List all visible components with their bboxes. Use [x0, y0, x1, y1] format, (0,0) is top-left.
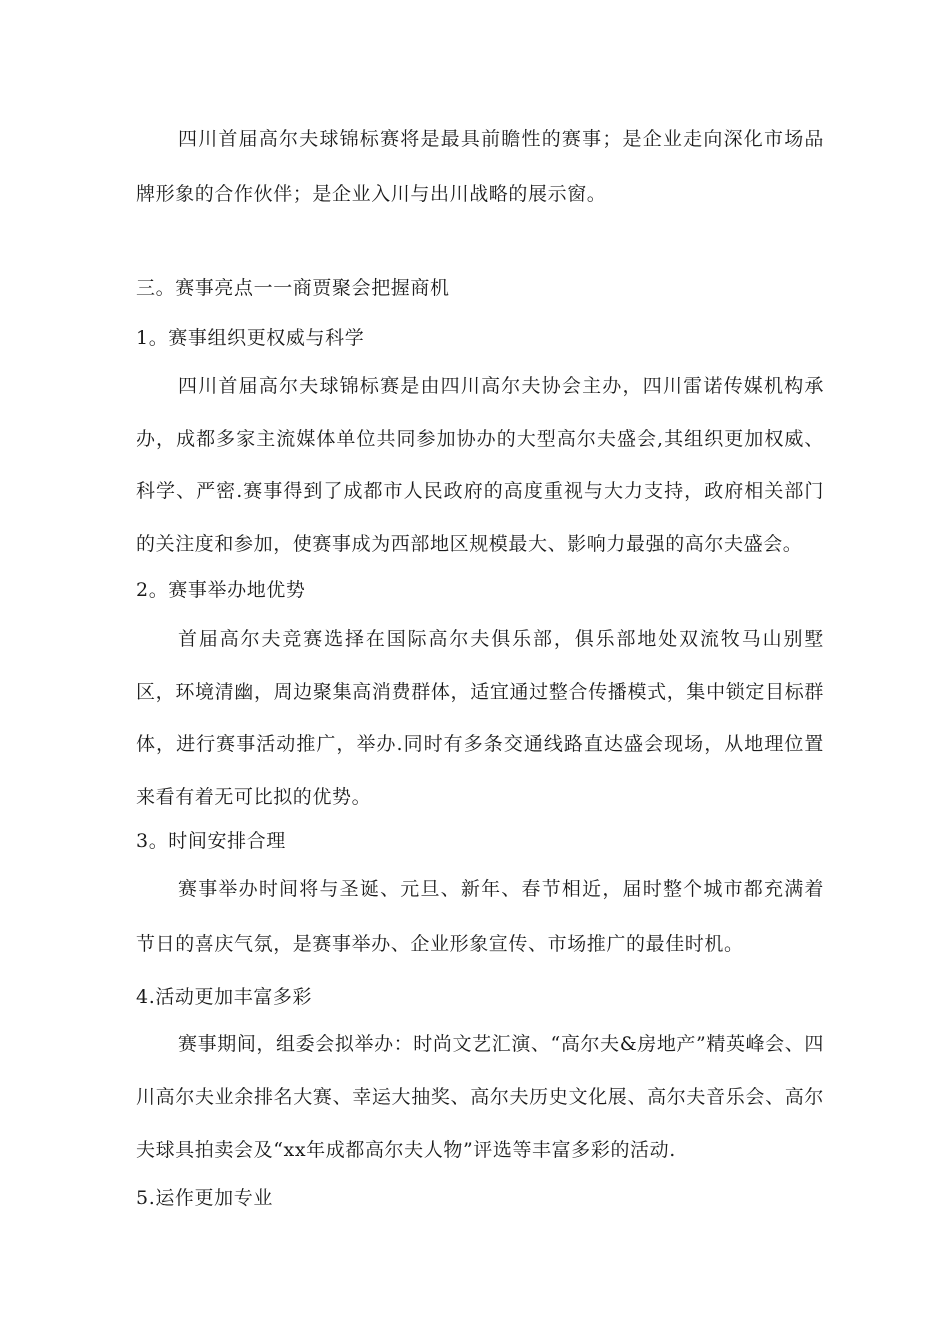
item-4-heading: 4.活动更加丰富多彩	[136, 986, 313, 1008]
item-3-body: 赛事举办时间将与圣诞、元旦、新年、春节相近，届时整个城市都充满着节日的喜庆气氛，是赛事举办、企业形象宣传、市场推广的最佳时机。	[136, 878, 824, 955]
item-1-heading: 1。赛事组织更权威与科学	[136, 327, 365, 349]
intro-paragraph: 四川首届高尔夫球锦标赛将是最具前瞻性的赛事；是企业走向深化市场品牌形象的合作伙伴；是企业入川与出川战略的展示窗。	[136, 128, 824, 205]
item-4-body: 赛事期间，组委会拟举办：时尚文艺汇演、“高尔夫&房地产”精英峰会、四川高尔夫业余排名大赛、幸运大抽奖、高尔夫历史文化展、高尔夫音乐会、高尔夫球具拍卖会及“xx年成都高尔夫人物”评选等丰富多彩的活动.	[136, 1033, 824, 1161]
item-2-body: 首届高尔夫竞赛选择在国际高尔夫俱乐部，俱乐部地处双流牧马山别墅区，环境清幽，周边聚集高消费群体，适宜通过整合传播模式，集中锁定目标群体，进行赛事活动推广，举办.同时有多条交通线路直达盛会现场，从地理位置来看有着无可比拟的优势。	[136, 628, 824, 808]
item-5-heading: 5.运作更加专业	[136, 1187, 273, 1209]
item-1-body: 四川首届高尔夫球锦标赛是由四川高尔夫协会主办，四川雷诺传媒机构承办，成都多家主流媒体单位共同参加协办的大型高尔夫盛会,其组织更加权威、科学、严密.赛事得到了成都市人民政府的高度重视与大力支持，政府相关部门的关注度和参加，使赛事成为西部地区规模最大、影响力最强的高尔夫盛会。	[136, 375, 824, 555]
item-2-heading: 2。赛事举办地优势	[136, 579, 306, 601]
section-three-title: 三。赛事亮点一一商贾聚会把握商机	[136, 277, 450, 299]
item-3-heading: 3。时间安排合理	[136, 830, 286, 852]
